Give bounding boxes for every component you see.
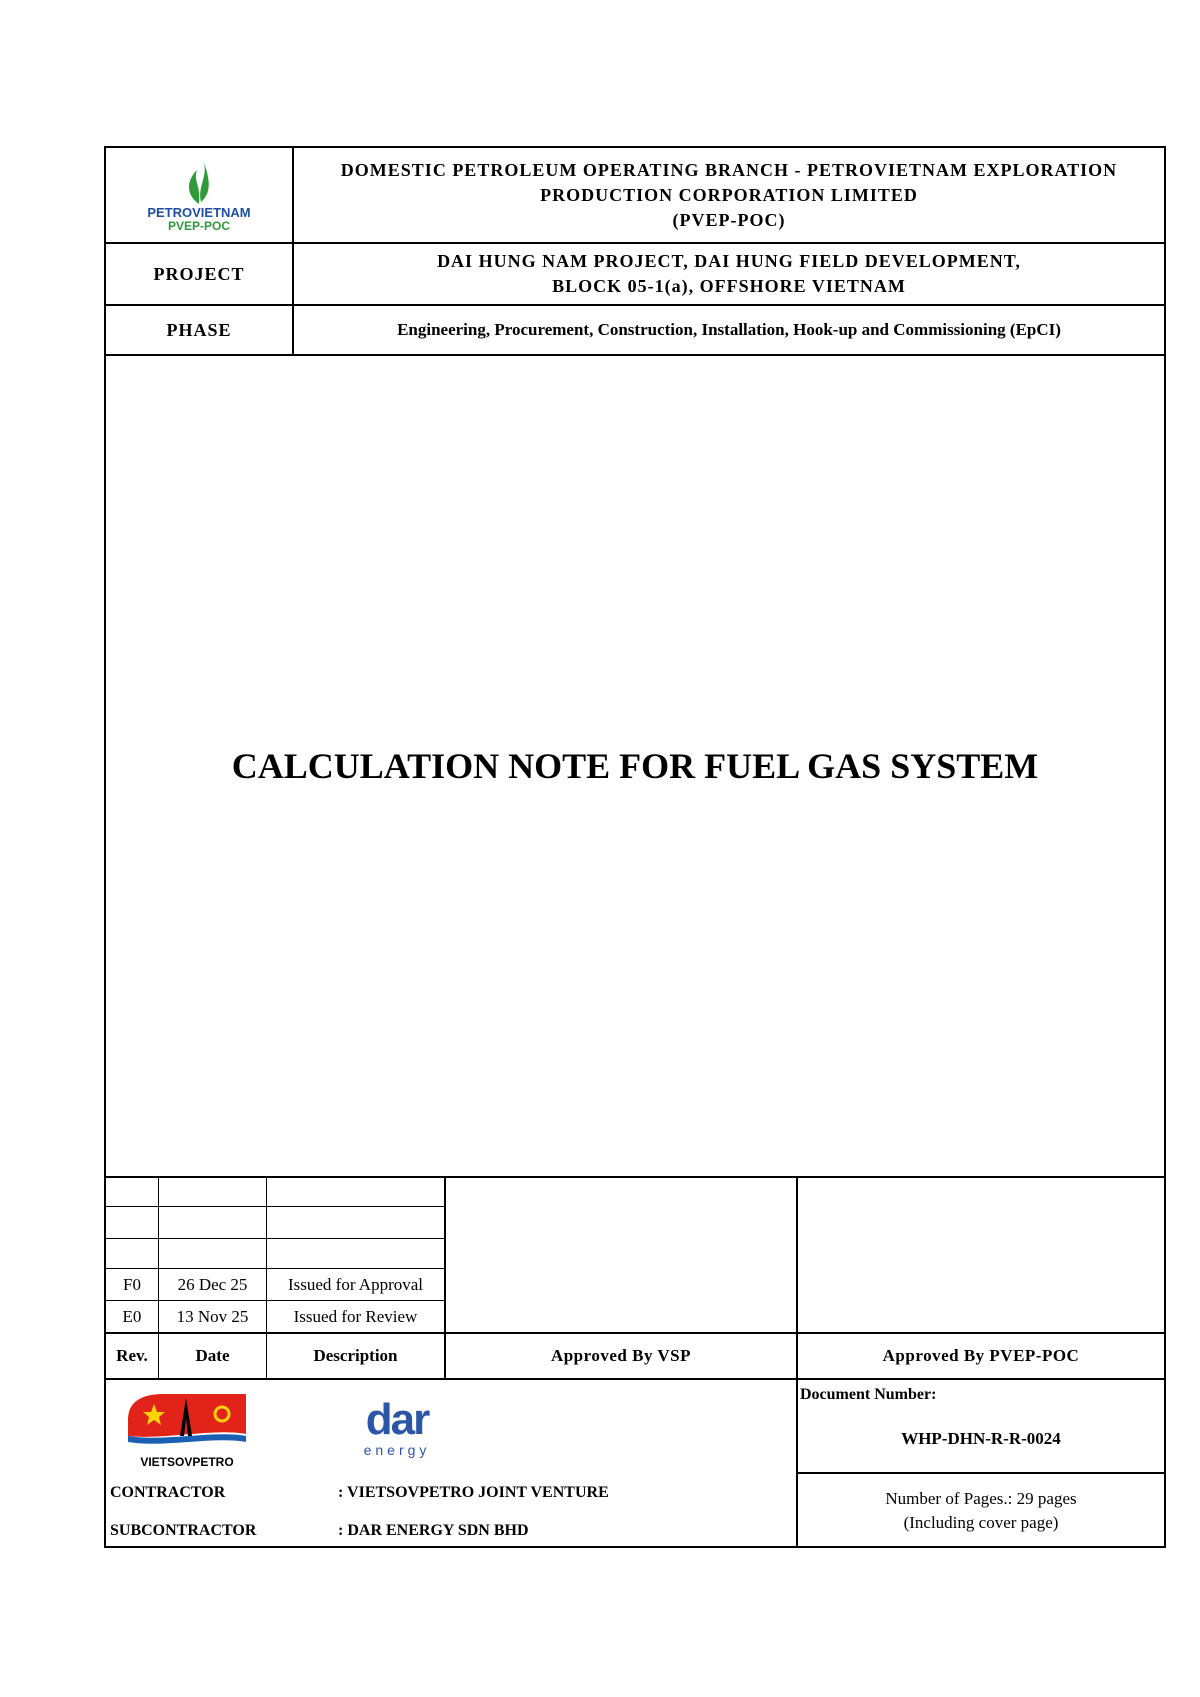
company-line-3: (PVEP-POC) [672,209,786,230]
approved-by-vsp-header: Approved By VSP [550,1346,692,1365]
vietsovpetro-flag-icon [124,1390,250,1450]
rev-column-header: Rev. [116,1346,148,1365]
rev-cell: E0 [122,1306,142,1326]
desc-cell: Issued for Review [293,1306,418,1326]
date-cell: 13 Nov 25 [176,1306,249,1326]
desc-cell: Issued for Approval [287,1275,424,1294]
cover-sheet [104,146,1166,1548]
approved-by-pvep-header: Approved By PVEP-POC [882,1346,1080,1365]
project-label: PROJECT [153,263,245,284]
project-line-1: DAI HUNG NAM PROJECT, DAI HUNG FIELD DEVELOPMENT, [437,251,1021,271]
company-name [294,148,1164,242]
petrovietnam-logo [106,148,292,242]
number-of-pages [798,1474,1164,1548]
subcontractor-value: : DAR ENERGY SDN BHD [338,1522,529,1539]
company-line-2: PRODUCTION CORPORATION LIMITED [540,184,918,205]
logo-text-main: PETROVIETNAM [147,204,251,220]
date-column-header: Date [195,1346,230,1365]
phase-label: PHASE [166,319,232,340]
phase-value: Engineering, Procurement, Construction, Installation, Hook-up and Commissioning (EpCI) [397,320,1061,339]
rev-cell: F0 [123,1275,141,1294]
pages-line-2: (Including cover page) [903,1513,1059,1532]
document-title: CALCULATION NOTE FOR FUEL GAS SYSTEM [231,746,1039,786]
dar-energy-logo [342,1395,452,1468]
project-value [294,244,1164,304]
date-cell: 26 Dec 25 [177,1275,248,1294]
contractor-label: CONTRACTOR [110,1484,226,1501]
flame-logo-icon [179,158,219,206]
vietsovpetro-logo [124,1390,250,1469]
contractor-value: : VIETSOVPETRO JOINT VENTURE [338,1484,609,1501]
description-column-header: Description [313,1346,398,1365]
subcontractor-label: SUBCONTRACTOR [110,1522,257,1539]
document-number-value: WHP-DHN-R-R-0024 [901,1429,1061,1448]
dar-logo-text: dar [365,1395,429,1444]
document-number-label: Document Number: [800,1386,937,1403]
vietsovpetro-logo-text: VIETSOVPETRO [140,1455,234,1469]
company-line-1: DOMESTIC PETROLEUM OPERATING BRANCH - PETROVIETNAM EXPLORATION [340,159,1118,180]
project-line-2: BLOCK 05-1(a), OFFSHORE VIETNAM [552,276,906,296]
dar-logo-sub: energy [363,1442,431,1458]
pages-line-1: Number of Pages.: 29 pages [885,1489,1077,1508]
logo-text-sub: PVEP-POC [167,218,230,233]
